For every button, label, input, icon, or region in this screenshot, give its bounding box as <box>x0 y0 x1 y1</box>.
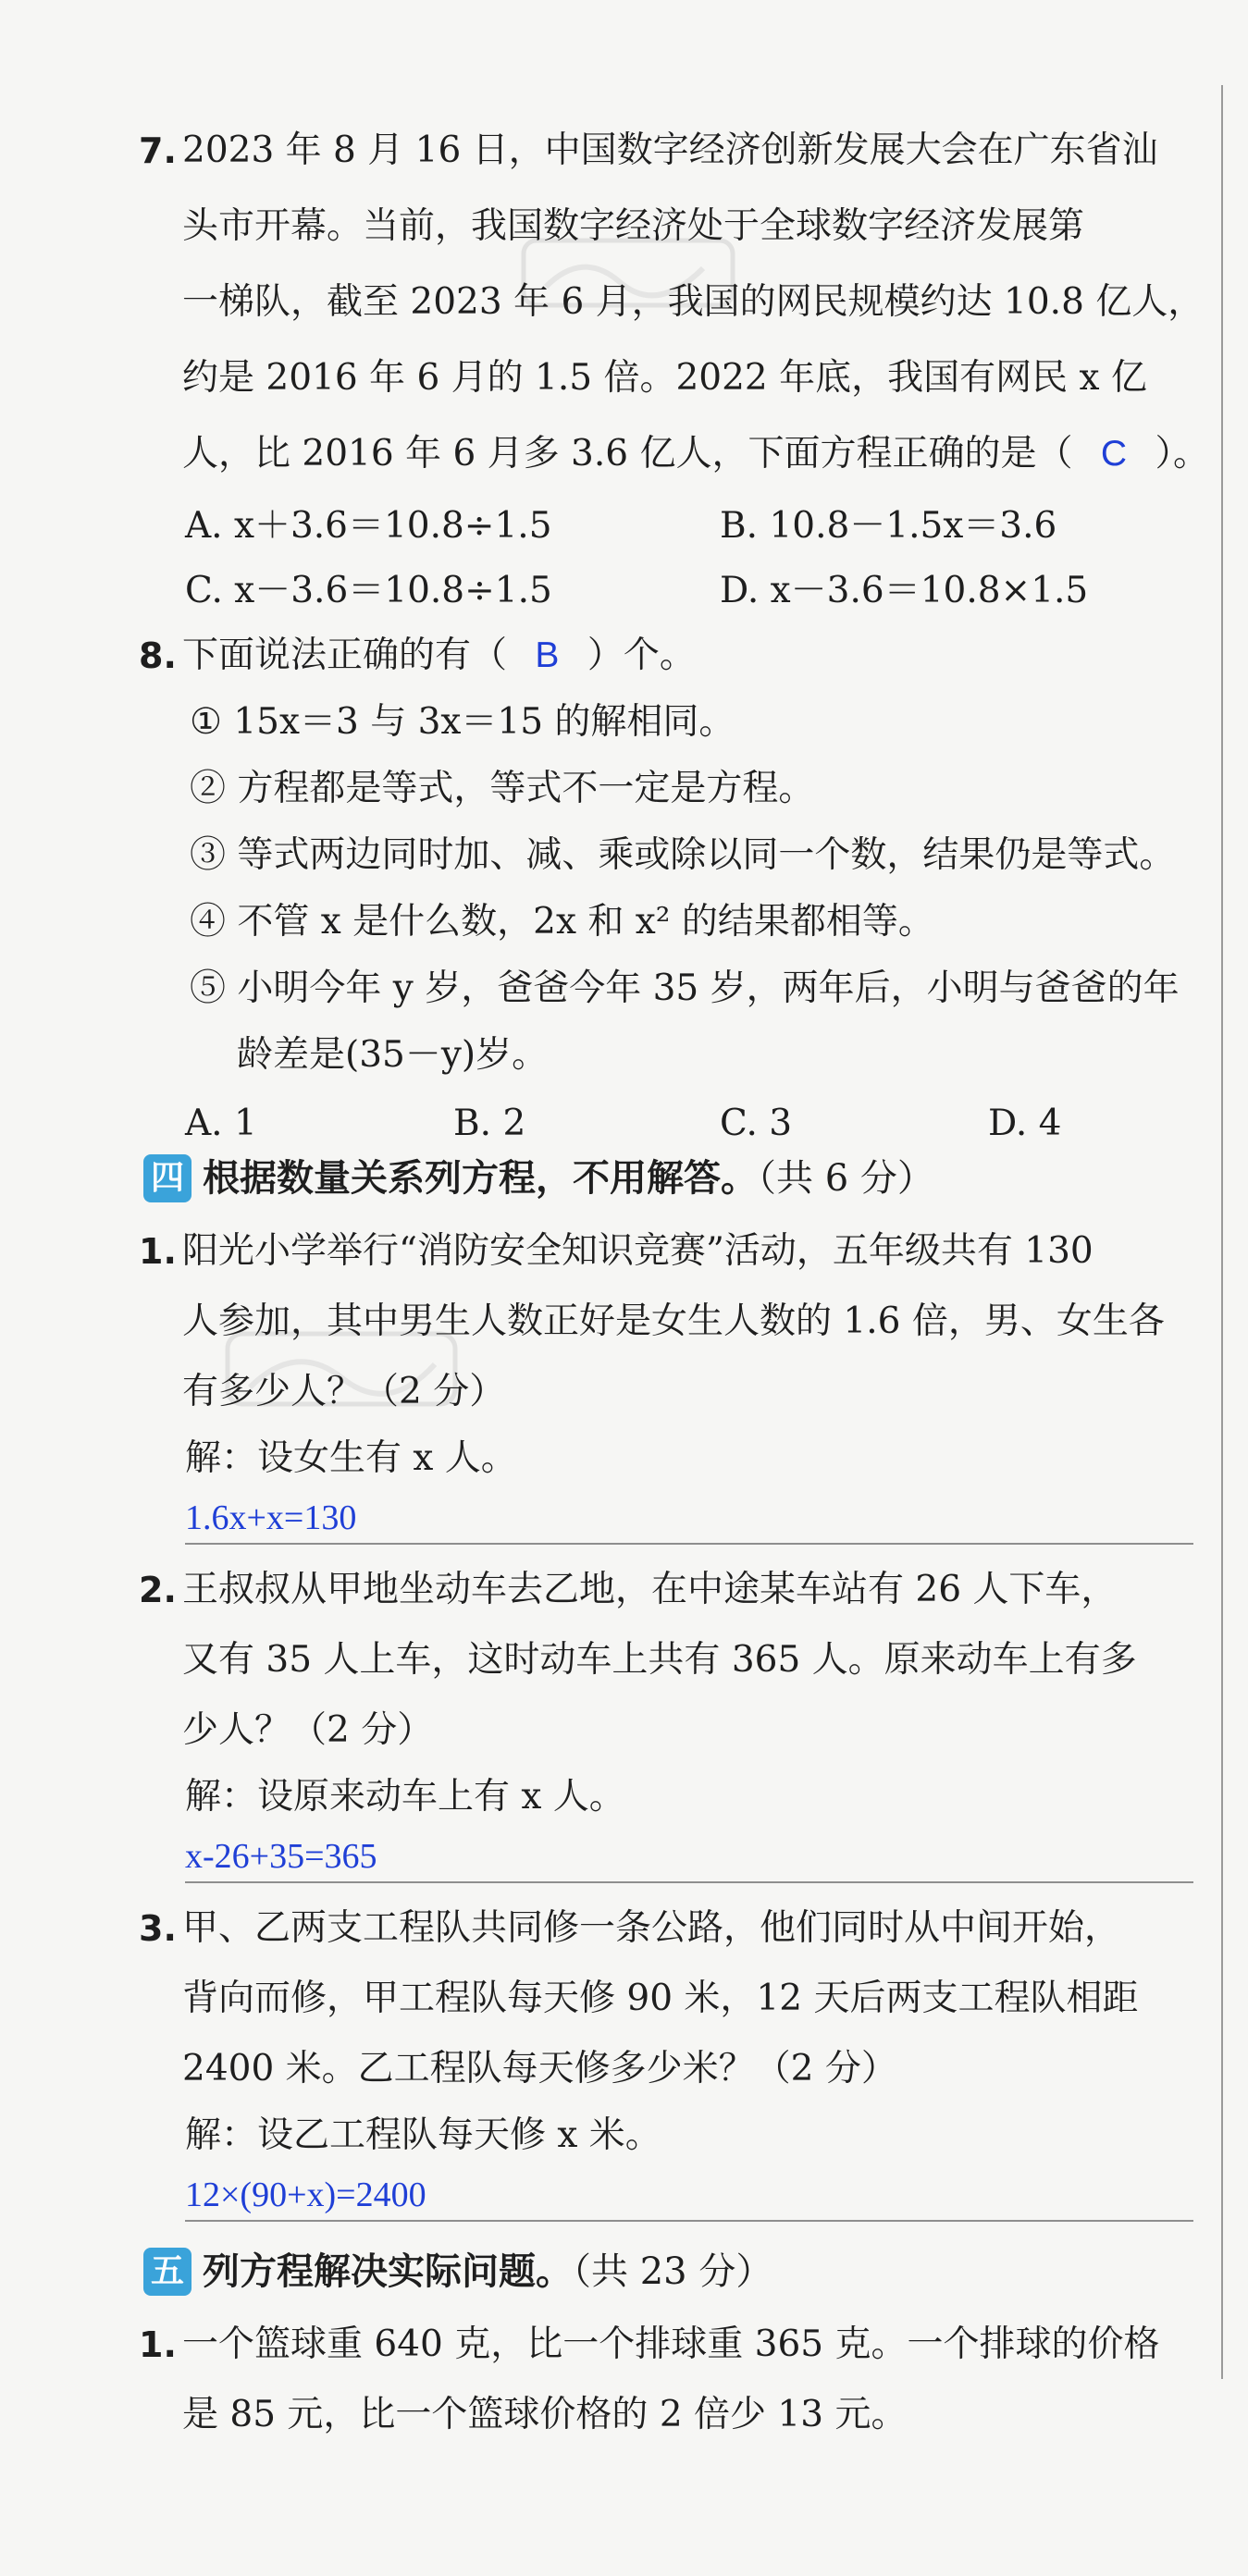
section-badge: 五 <box>143 2248 192 2296</box>
section-title: 根据数量关系列方程，不用解答。（共 6 分） <box>203 1157 934 1200</box>
answer-choice: B <box>535 635 560 675</box>
question-text: 头市开幕。当前，我国数字经济处于全球数字经济发展第 <box>182 205 1085 247</box>
option-b: B. 10.8－1.5x＝3.6 <box>720 505 1057 547</box>
p2-answer: x-26+35=365 <box>185 1837 377 1876</box>
answer-underline <box>185 1543 1193 1545</box>
answer-underline <box>185 2220 1193 2222</box>
question-text: 下面说法正确的有（ B ）个。 <box>182 635 696 676</box>
question-number: 1. <box>139 1231 177 1272</box>
answer-choice: C <box>1100 434 1128 474</box>
question-number: 7. <box>139 130 177 171</box>
option-b: B. 2 <box>453 1103 526 1144</box>
question-text: 约是 2016 年 6 月的 1.5 倍。2022 年底，我国有网民 x 亿 <box>182 357 1147 399</box>
p3-answer: 12×(90+x)=2400 <box>185 2175 426 2214</box>
page-right-border <box>1221 85 1223 2379</box>
question-number: 8. <box>139 635 177 676</box>
question-text: 人，比 2016 年 6 月多 3.6 亿人，下面方程正确的是（ C ）。 <box>182 433 1209 475</box>
answer-underline <box>185 1881 1193 1883</box>
option-a: A. 1 <box>185 1103 257 1144</box>
question-number: 1. <box>139 2324 177 2365</box>
section-title: 列方程解决实际问题。（共 23 分） <box>203 2250 773 2293</box>
option-c: C. 3 <box>720 1103 793 1144</box>
option-d: D. 4 <box>988 1103 1062 1144</box>
p1-answer: 1.6x+x=130 <box>185 1498 357 1537</box>
question-number: 2. <box>139 1570 177 1610</box>
question-text: 一梯队，截至 2023 年 6 月，我国的网民规模约达 10.8 亿人， <box>182 281 1205 323</box>
option-c: C. x－3.6＝10.8÷1.5 <box>185 570 552 611</box>
question-text: 2023 年 8 月 16 日，中国数字经济创新发展大会在广东省汕 <box>182 129 1158 171</box>
option-d: D. x－3.6＝10.8×1.5 <box>720 570 1089 611</box>
question-number: 3. <box>139 1908 177 1949</box>
option-a: A. x＋3.6＝10.8÷1.5 <box>185 505 552 547</box>
section-badge: 四 <box>143 1154 192 1202</box>
